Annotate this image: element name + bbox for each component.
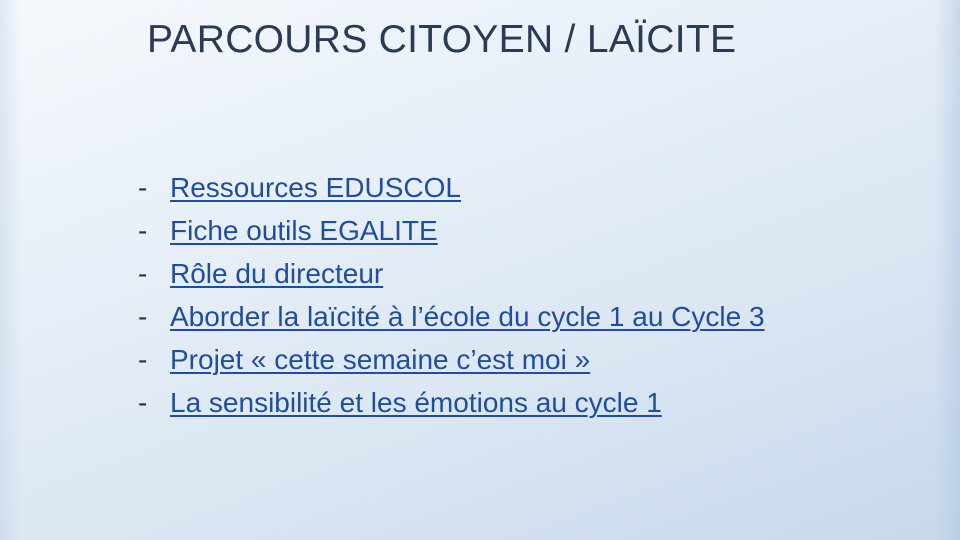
bullet-dash: - [138, 387, 148, 418]
bullet-dash: - [138, 344, 148, 375]
bullet-dash: - [138, 258, 148, 289]
link-projet-cette-semaine[interactable]: Projet « cette semaine c’est moi » [170, 344, 591, 375]
bullet-dash: - [138, 172, 148, 203]
slide-title: PARCOURS CITOYEN / LAÏCITE [147, 18, 737, 61]
list-item-fiche-egalite [138, 209, 818, 252]
list-item-aborder-laicite [138, 295, 818, 338]
link-ressources-eduscol[interactable]: Ressources EDUSCOL [170, 172, 461, 203]
bullet-dash: - [138, 301, 148, 332]
list-item-sensibilite-emotions [138, 381, 818, 424]
link-fiche-outils-egalite[interactable]: Fiche outils EGALITE [170, 215, 438, 246]
list-item-role-directeur [138, 252, 818, 295]
link-aborder-la-laicite[interactable]: Aborder la laïcité à l’école du cycle 1 au Cycle 3 [170, 301, 765, 332]
bullet-dash: - [138, 215, 148, 246]
slide-left-edge [0, 0, 22, 540]
slide-right-edge [934, 0, 960, 540]
list-item-eduscol [138, 166, 818, 209]
list-item-projet-semaine [138, 338, 818, 381]
link-role-du-directeur[interactable]: Rôle du directeur [170, 258, 384, 289]
resource-link-list [138, 166, 818, 424]
link-sensibilite-et-emotions[interactable]: La sensibilité et les émotions au cycle 1 [170, 387, 662, 418]
